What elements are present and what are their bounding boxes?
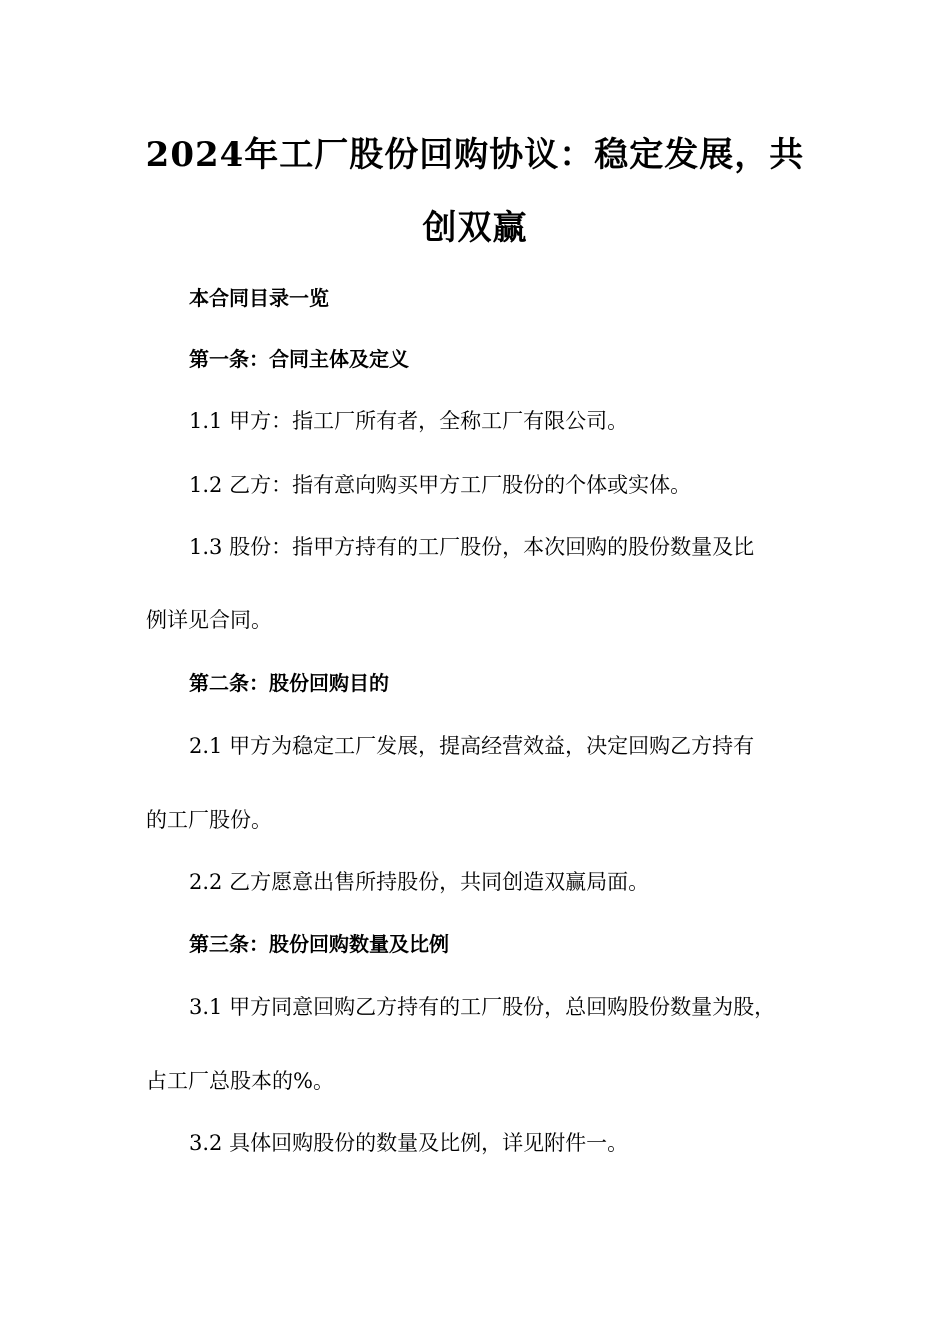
clause-3-2: 3.2 具体回购股份的数量及比例，详见附件一。 [189,1131,629,1155]
article-2-heading: 第二条：股份回购目的 [189,671,389,695]
toc-heading: 本合同目录一览 [189,286,329,310]
clause-3-1-continued: 占工厂总股本的%。 [146,1069,334,1093]
clause-1-3: 1.3 股份：指甲方持有的工厂股份，本次回购的股份数量及比 [189,535,755,559]
clause-3-1: 3.1 甲方同意回购乙方持有的工厂股份，总回购股份数量为股， [189,995,776,1019]
document-title-line-1: 2024年工厂股份回购协议：稳定发展，共 [145,135,805,175]
clause-2-1: 2.1 甲方为稳定工厂发展，提高经营效益，决定回购乙方持有 [189,734,755,758]
clause-2-1-continued: 的工厂股份。 [146,808,272,832]
document-title-line-2: 创双赢 [422,208,528,248]
article-1-heading: 第一条：合同主体及定义 [189,347,409,371]
clause-2-2: 2.2 乙方愿意出售所持股份，共同创造双赢局面。 [189,870,650,894]
clause-1-3-continued: 例详见合同。 [146,608,272,632]
article-3-heading: 第三条：股份回购数量及比例 [189,932,449,956]
clause-1-1: 1.1 甲方：指工厂所有者，全称工厂有限公司。 [189,409,629,433]
clause-1-2: 1.2 乙方：指有意向购买甲方工厂股份的个体或实体。 [189,473,692,497]
